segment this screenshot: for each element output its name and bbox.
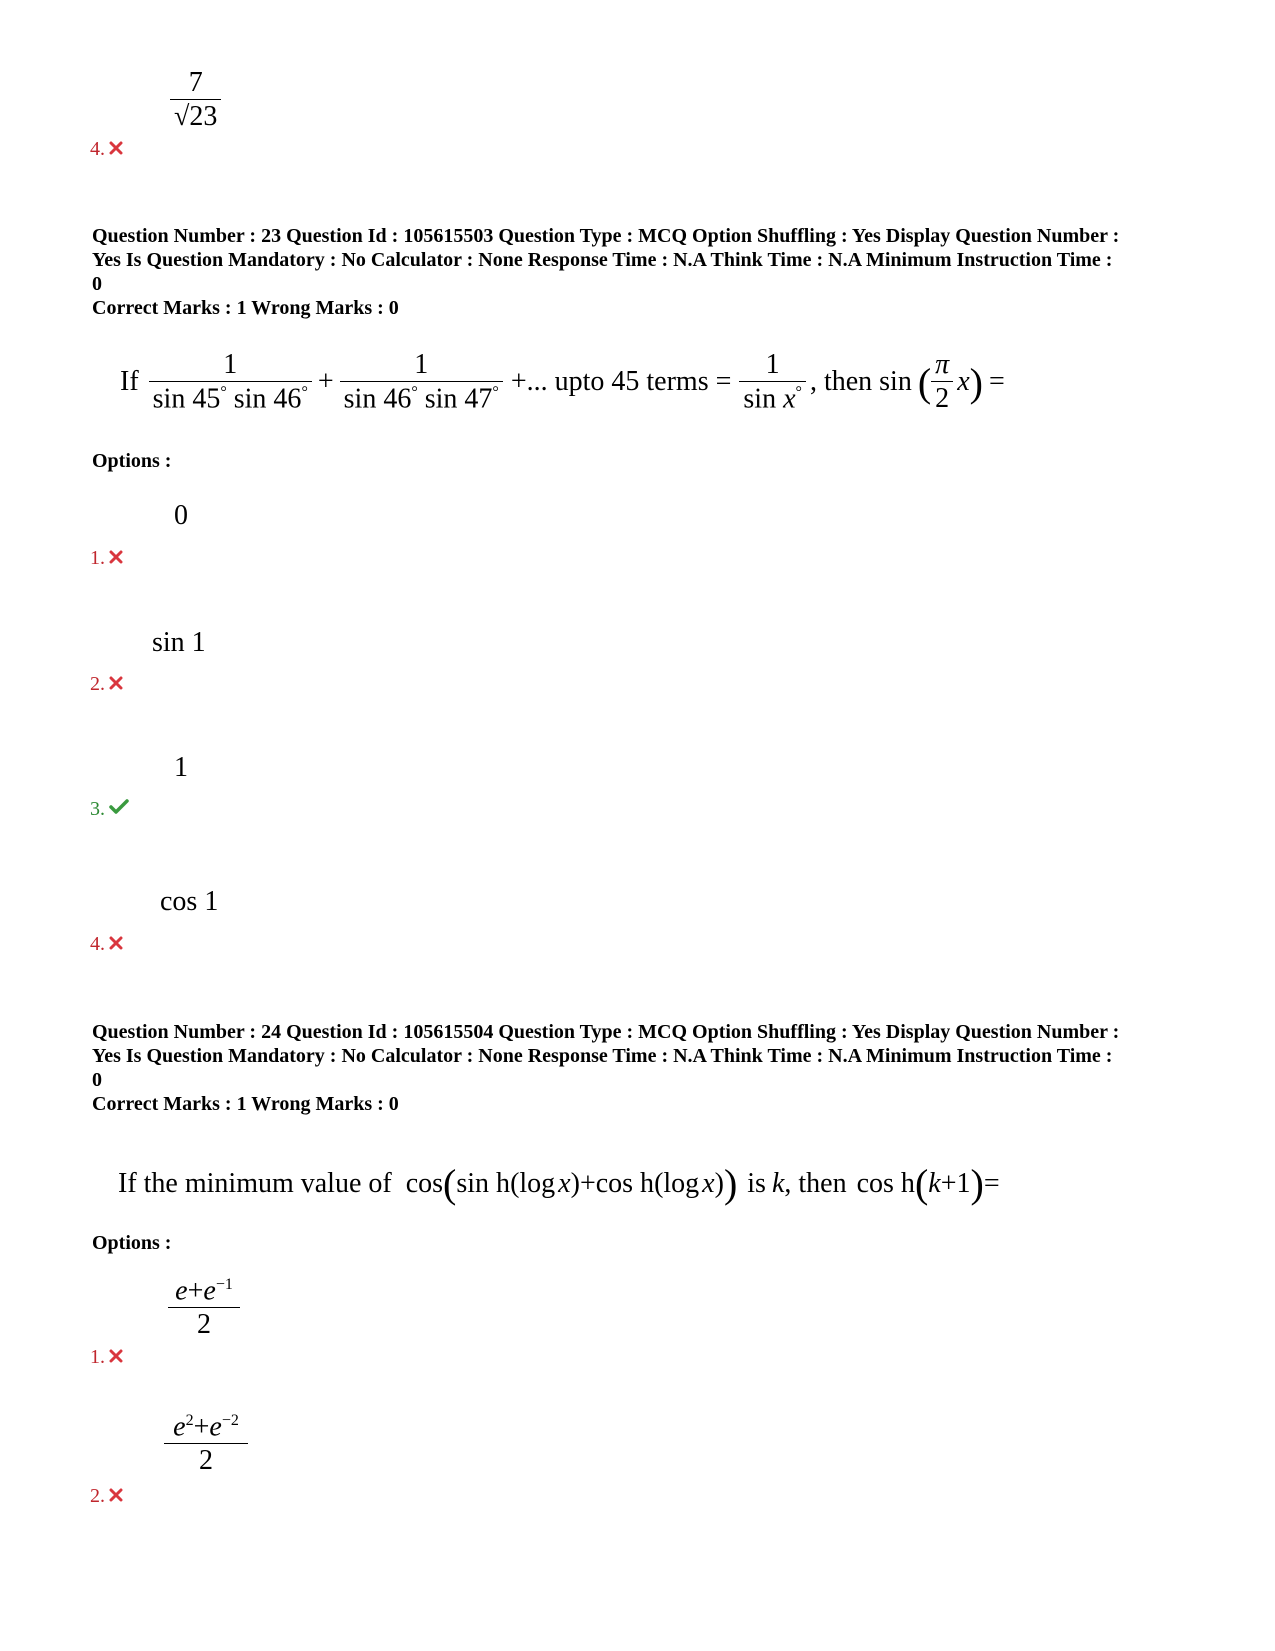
e-term: e xyxy=(175,1275,188,1307)
e-term: e xyxy=(203,1275,216,1307)
cosh-fn: cos h xyxy=(595,1167,655,1199)
exponent: −2 xyxy=(221,1412,239,1429)
q23-fraction-3 xyxy=(739,350,806,415)
q23-question-text xyxy=(120,350,1005,415)
paren: ) xyxy=(970,1161,984,1206)
fraction-denominator: sin 46° sin 47° xyxy=(340,381,503,415)
q24-meta-line-1: Question Number : 24 Question Id : 105615504 Question Type : MCQ Option Shuffling : Yes Display Question Number : xyxy=(92,1021,1120,1043)
q23-option-1-text: 0 xyxy=(174,500,188,531)
q23-option-4-number xyxy=(90,933,123,956)
plus-sign: + xyxy=(187,1275,204,1307)
q23-if: If xyxy=(120,366,139,398)
option-number: 4. xyxy=(90,933,105,955)
log-fn: log xyxy=(519,1167,556,1199)
cos-fn: cos xyxy=(405,1167,444,1199)
q23-tail-text: +... upto 45 terms = xyxy=(510,366,732,398)
equals-sign: = xyxy=(983,1167,1000,1199)
fraction-denominator: √23 xyxy=(170,99,221,133)
variable-x: x xyxy=(702,1167,715,1199)
fraction-numerator: 1 xyxy=(223,349,238,380)
wrong-cross-icon xyxy=(109,673,123,696)
paren: ( xyxy=(443,1161,457,1206)
right-paren: ) xyxy=(969,359,983,405)
q23-meta-line-3: 0 xyxy=(92,273,102,295)
sinh-fn: sin h xyxy=(456,1167,511,1199)
q23-options-label: Options : xyxy=(92,450,172,472)
wrong-cross-icon xyxy=(109,933,123,956)
q23-fraction-2 xyxy=(340,350,503,415)
q24-prefix: If the minimum value of xyxy=(118,1167,392,1199)
fraction-numerator: 1 xyxy=(414,349,429,380)
q24-option-2-number xyxy=(90,1485,123,1508)
paren: ( xyxy=(914,1161,929,1206)
q23-meta-line-1: Question Number : 23 Question Id : 105615503 Question Type : MCQ Option Shuffling : Yes Display Question Number : xyxy=(92,225,1120,247)
paren: ) xyxy=(570,1167,580,1199)
is-word: is xyxy=(747,1167,766,1199)
q23-option-2-text: sin 1 xyxy=(152,627,206,658)
pi-symbol: π xyxy=(935,349,950,381)
fraction-denominator: sin 45° sin 46° xyxy=(149,381,312,415)
option-number: 4. xyxy=(90,138,105,160)
paren: ( xyxy=(654,1167,664,1199)
exponent: −1 xyxy=(215,1276,233,1293)
variable-x: x xyxy=(558,1167,571,1199)
q24-option-1-number xyxy=(90,1346,123,1369)
e-term: e xyxy=(209,1411,222,1443)
q24-option-2-math xyxy=(164,1412,248,1477)
q23-meta xyxy=(92,224,1192,320)
q23-option-1-number xyxy=(90,547,123,570)
variable-k: k xyxy=(928,1167,941,1199)
fraction-denominator: sin x° xyxy=(739,381,806,415)
prev-option-4-math xyxy=(170,68,221,133)
q23-then: , then sin xyxy=(809,366,912,398)
paren: ) xyxy=(723,1161,738,1206)
fraction-numerator xyxy=(169,1412,243,1443)
q24-marks: Correct Marks : 1 Wrong Marks : 0 xyxy=(92,1093,399,1115)
q23-pi-over-2 xyxy=(931,350,953,415)
variable-x: x xyxy=(957,366,970,398)
plus-sign: + xyxy=(193,1411,210,1443)
cosh-fn: cos h xyxy=(856,1167,915,1199)
paren: ) xyxy=(714,1167,724,1199)
paren: ( xyxy=(510,1167,520,1199)
fraction-denominator: 2 xyxy=(931,381,953,415)
q23-option-3-number xyxy=(90,798,129,821)
option-number: 1. xyxy=(90,547,105,569)
equals-sign: = xyxy=(988,366,1005,398)
q24-meta-line-3: 0 xyxy=(92,1069,102,1091)
fraction-numerator: 1 xyxy=(765,349,780,380)
q23-option-3-text: 1 xyxy=(174,752,188,783)
q23-fraction-1 xyxy=(149,350,312,415)
left-paren: ( xyxy=(917,359,932,405)
exponent: 2 xyxy=(185,1412,194,1429)
plus-sign: + xyxy=(317,366,334,398)
den-part: sin xyxy=(743,383,777,415)
variable-x: x xyxy=(783,383,796,415)
den-part: sin 45 xyxy=(152,383,221,415)
fraction-denominator: 2 xyxy=(168,1307,240,1341)
plus-one: +1 xyxy=(940,1167,971,1199)
log-fn: log xyxy=(663,1167,700,1199)
q24-options-label: Options : xyxy=(92,1232,172,1254)
correct-check-icon xyxy=(109,798,129,821)
q24-option-1-math xyxy=(168,1276,240,1341)
q23-option-4-text: cos 1 xyxy=(160,886,219,917)
option-number: 1. xyxy=(90,1346,105,1368)
then-word: , then xyxy=(784,1167,847,1199)
plus-sign: + xyxy=(579,1167,596,1199)
wrong-cross-icon xyxy=(109,1346,123,1369)
option-number: 2. xyxy=(90,1485,105,1507)
q24-meta-line-2: Yes Is Question Mandatory : No Calculator : None Response Time : N.A Think Time : N.A Minimum Instruction Time : xyxy=(92,1045,1113,1067)
fraction-denominator: 2 xyxy=(164,1443,248,1477)
q24-meta xyxy=(92,1020,1192,1116)
q24-question-text xyxy=(118,1160,1000,1207)
wrong-cross-icon xyxy=(109,138,123,161)
option-number: 2. xyxy=(90,673,105,695)
fraction-numerator xyxy=(171,1276,237,1307)
fraction-numerator: 7 xyxy=(188,67,203,98)
den-part: sin 46 xyxy=(343,383,412,415)
q23-option-2-number xyxy=(90,673,123,696)
sqrt-radicand: 23 xyxy=(189,100,218,132)
option-number: 3. xyxy=(90,798,105,820)
q23-meta-line-2: Yes Is Question Mandatory : No Calculator : None Response Time : N.A Think Time : N.A Minimum Instruction Time : xyxy=(92,249,1113,271)
wrong-cross-icon xyxy=(109,547,123,570)
den-part: sin 46 xyxy=(233,383,302,415)
e-term: e xyxy=(173,1411,186,1443)
q23-marks: Correct Marks : 1 Wrong Marks : 0 xyxy=(92,297,399,319)
variable-k: k xyxy=(771,1167,785,1199)
den-part: sin 47 xyxy=(424,383,493,415)
prev-option-4-number xyxy=(90,138,123,161)
wrong-cross-icon xyxy=(109,1485,123,1508)
